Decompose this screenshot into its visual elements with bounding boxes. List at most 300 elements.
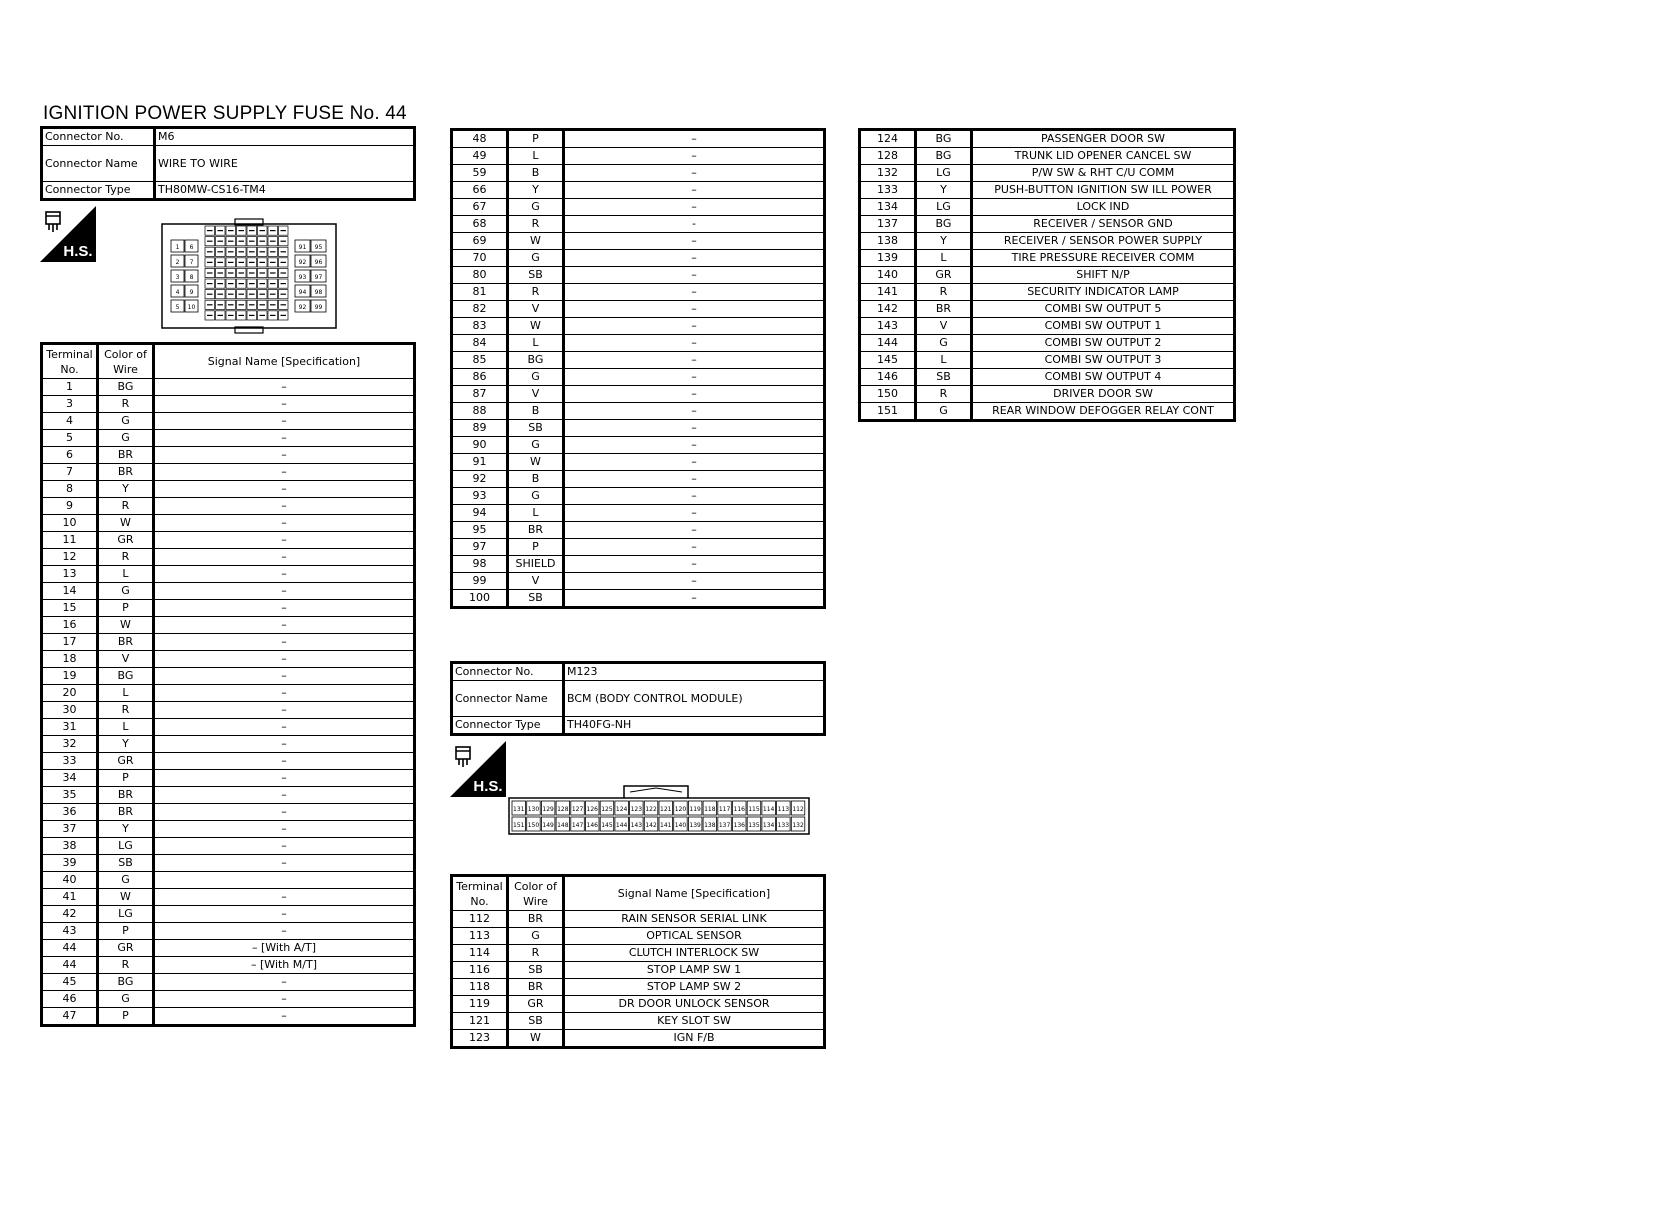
signal-name-cell: P/W SW & RHT C/U COMM [972, 165, 1235, 182]
signal-name-cell: – [154, 923, 415, 940]
table-row [452, 267, 825, 284]
signal-name-cell: PUSH-BUTTON IGNITION SW ILL POWER [972, 182, 1235, 199]
pin-number: 95 [314, 244, 323, 251]
signal-name-cell: – [564, 148, 825, 165]
wire-color-cell: P [98, 923, 154, 940]
pin-number: 5 [175, 304, 180, 311]
pin-number: 132 [792, 822, 804, 829]
connector-name-value: BCM (BODY CONTROL MODULE) [564, 681, 825, 717]
pin-number: 134 [762, 822, 775, 829]
signal-name-cell: – [154, 447, 415, 464]
connector-name-value: WIRE TO WIRE [155, 146, 415, 182]
wire-color-cell: SB [508, 590, 564, 608]
signal-name-cell: – [564, 182, 825, 199]
signal-name-cell: – [154, 838, 415, 855]
table-row [42, 702, 415, 719]
table-row [452, 928, 825, 945]
terminal-no-cell: 4 [42, 413, 98, 430]
table-row [42, 736, 415, 753]
signal-name-cell: – [154, 532, 415, 549]
pin-number: 97 [314, 274, 323, 281]
terminal-no-cell: 5 [42, 430, 98, 447]
pin-number: 98 [314, 289, 323, 296]
table-row [452, 182, 825, 199]
signal-name-cell: TIRE PRESSURE RECEIVER COMM [972, 250, 1235, 267]
terminal-no-cell: 95 [452, 522, 508, 539]
wire-color-cell: L [98, 566, 154, 583]
table-row [860, 165, 1235, 182]
terminal-no-cell: 42 [42, 906, 98, 923]
table-row [452, 233, 825, 250]
connector-type-label: Connector Type [42, 182, 155, 200]
wire-color-cell: BG [916, 148, 972, 165]
terminal-no-cell: 19 [42, 668, 98, 685]
terminal-no-cell: 67 [452, 199, 508, 216]
terminal-no-cell: 8 [42, 481, 98, 498]
table-row [42, 821, 415, 838]
pin-number: 143 [630, 822, 643, 829]
terminal-no-header: Terminal No. [42, 344, 98, 379]
wire-color-header: Color of Wire [508, 876, 564, 911]
table-row [42, 889, 415, 906]
signal-name-cell: RECEIVER / SENSOR GND [972, 216, 1235, 233]
table-row [452, 1013, 825, 1030]
signal-name-cell: – [154, 634, 415, 651]
terminal-no-cell: 10 [42, 515, 98, 532]
table-row [860, 216, 1235, 233]
pin-number: 130 [527, 806, 540, 813]
pin-number: 117 [718, 806, 731, 813]
pin-number: 121 [660, 806, 672, 813]
table-row [452, 962, 825, 979]
pin-number: 150 [527, 822, 540, 829]
wire-color-cell: SB [508, 962, 564, 979]
table-row [42, 838, 415, 855]
table-row [42, 804, 415, 821]
wire-color-cell: R [98, 702, 154, 719]
terminal-no-cell: 119 [452, 996, 508, 1013]
table-row [452, 454, 825, 471]
table-row [860, 182, 1235, 199]
wire-color-cell: G [98, 430, 154, 447]
signal-name-cell: – [564, 403, 825, 420]
wire-color-cell: W [98, 515, 154, 532]
pin-number: 114 [762, 806, 775, 813]
signal-name-cell: – [564, 301, 825, 318]
table-row [452, 386, 825, 403]
signal-name-cell: RAIN SENSOR SERIAL LINK [564, 911, 825, 928]
connector-info-m6 [40, 126, 416, 201]
terminal-no-cell: 38 [42, 838, 98, 855]
connector-no-value: M6 [155, 128, 415, 146]
signal-name-cell: – [564, 199, 825, 216]
connector-no-label: Connector No. [452, 663, 564, 681]
hs-label: H.S. [473, 778, 503, 795]
wire-color-cell: R [916, 284, 972, 301]
pin-number: 6 [189, 244, 194, 251]
pin-number: 123 [630, 806, 643, 813]
terminal-no-cell: 87 [452, 386, 508, 403]
signal-name-cell: – [564, 267, 825, 284]
pin-number: 8 [189, 274, 194, 281]
signal-name-cell: – [154, 804, 415, 821]
table-row [42, 1008, 415, 1026]
terminal-no-cell: 85 [452, 352, 508, 369]
wire-color-cell: LG [98, 838, 154, 855]
pin-number: 144 [615, 822, 628, 829]
table-row [860, 335, 1235, 352]
pin-number: 127 [571, 806, 584, 813]
pin-number: 116 [733, 806, 745, 813]
signal-name-cell: – [With A/T] [154, 940, 415, 957]
table-row [452, 996, 825, 1013]
terminal-no-cell: 98 [452, 556, 508, 573]
table-row [452, 539, 825, 556]
connector-face-m123 [508, 782, 810, 836]
terminal-no-cell: 123 [452, 1030, 508, 1048]
connector-hand-icon [46, 212, 60, 232]
signal-name-cell: – [154, 753, 415, 770]
pin-number: 138 [704, 822, 716, 829]
terminal-no-cell: 20 [42, 685, 98, 702]
terminal-no-cell: 90 [452, 437, 508, 454]
terminal-no-cell: 138 [860, 233, 916, 250]
terminal-no-cell: 48 [452, 130, 508, 148]
wire-color-cell: V [98, 651, 154, 668]
table-row [42, 413, 415, 430]
table-row [860, 250, 1235, 267]
table-row [42, 396, 415, 413]
signal-name-cell: – [154, 481, 415, 498]
pin-number: 136 [733, 822, 745, 829]
signal-name-cell: – [154, 685, 415, 702]
pin-number: 146 [586, 822, 598, 829]
wire-color-cell: LG [98, 906, 154, 923]
wire-color-cell: P [98, 600, 154, 617]
table-row [42, 957, 415, 974]
signal-name-cell: CLUTCH INTERLOCK SW [564, 945, 825, 962]
wire-color-cell: SB [508, 1013, 564, 1030]
wire-color-cell: R [98, 498, 154, 515]
table-row [860, 369, 1235, 386]
table-row [452, 556, 825, 573]
terminal-no-cell: 145 [860, 352, 916, 369]
pin-number: 122 [645, 806, 657, 813]
table-row [452, 284, 825, 301]
signal-name-cell: STOP LAMP SW 2 [564, 979, 825, 996]
wire-color-cell: V [916, 318, 972, 335]
wire-color-cell: BR [98, 464, 154, 481]
wire-color-cell: R [916, 386, 972, 403]
terminal-no-cell: 30 [42, 702, 98, 719]
signal-name-cell: – [564, 437, 825, 454]
pin-number: 99 [314, 304, 323, 311]
terminal-table-m6-b [450, 128, 826, 609]
table-row [860, 386, 1235, 403]
signal-name-cell: – [154, 906, 415, 923]
hs-label: H.S. [63, 243, 93, 260]
pin-number: 93 [298, 274, 307, 281]
terminal-no-cell: 12 [42, 549, 98, 566]
terminal-no-cell: 11 [42, 532, 98, 549]
signal-name-cell: – [564, 284, 825, 301]
terminal-no-cell: 94 [452, 505, 508, 522]
wire-color-cell: BR [98, 804, 154, 821]
wire-color-cell: BR [916, 301, 972, 318]
wire-color-cell: GR [98, 940, 154, 957]
table-row [42, 549, 415, 566]
table-row [452, 165, 825, 182]
pin-number: 139 [689, 822, 701, 829]
connector-latch-arc [630, 788, 682, 792]
signal-name-cell: SECURITY INDICATOR LAMP [972, 284, 1235, 301]
signal-name-cell: – [564, 233, 825, 250]
table-row [42, 991, 415, 1008]
wire-color-cell: B [508, 165, 564, 182]
terminal-no-cell: 40 [42, 872, 98, 889]
pin-number: 94 [298, 289, 307, 296]
table-row [860, 318, 1235, 335]
signal-name-cell: – [154, 430, 415, 447]
signal-name-cell: – [154, 855, 415, 872]
terminal-table-m123-b [858, 128, 1236, 422]
wire-color-cell: L [508, 335, 564, 352]
wire-color-cell: R [508, 216, 564, 233]
signal-name-cell: – [564, 130, 825, 148]
signal-name-cell: – [564, 488, 825, 505]
table-row [860, 284, 1235, 301]
wire-color-cell: V [508, 573, 564, 590]
terminal-no-cell: 16 [42, 617, 98, 634]
pin-number: 125 [601, 806, 613, 813]
harness-side-badge [450, 741, 506, 797]
terminal-no-cell: 44 [42, 957, 98, 974]
table-row [452, 420, 825, 437]
terminal-no-cell: 133 [860, 182, 916, 199]
terminal-no-cell: 6 [42, 447, 98, 464]
terminal-no-cell: 37 [42, 821, 98, 838]
signal-name-cell: – [564, 454, 825, 471]
pin-number: 9 [189, 289, 194, 296]
table-row [452, 573, 825, 590]
wire-color-cell: W [508, 318, 564, 335]
signal-name-cell: – [564, 386, 825, 403]
terminal-no-cell: 84 [452, 335, 508, 352]
terminal-no-cell: 9 [42, 498, 98, 515]
table-row [452, 369, 825, 386]
table-row [860, 199, 1235, 216]
signal-name-cell: – [154, 566, 415, 583]
table-row [42, 447, 415, 464]
pin-number: 118 [704, 806, 716, 813]
pin-number: 141 [660, 822, 672, 829]
wire-color-cell: BR [508, 522, 564, 539]
signal-name-cell: – [154, 600, 415, 617]
table-row [42, 498, 415, 515]
table-row [42, 770, 415, 787]
wire-color-cell: L [508, 148, 564, 165]
table-row [452, 911, 825, 928]
terminal-no-cell: 3 [42, 396, 98, 413]
terminal-no-cell: 68 [452, 216, 508, 233]
wire-color-cell: W [508, 233, 564, 250]
terminal-no-cell: 116 [452, 962, 508, 979]
signal-name-cell: – [564, 590, 825, 608]
wire-color-cell: G [98, 872, 154, 889]
table-row [42, 532, 415, 549]
wire-color-cell: W [508, 1030, 564, 1048]
connector-hand-icon [456, 747, 470, 767]
table-row [452, 250, 825, 267]
table-row [42, 906, 415, 923]
wire-color-cell: Y [98, 736, 154, 753]
terminal-no-cell: 80 [452, 267, 508, 284]
terminal-no-cell: 121 [452, 1013, 508, 1030]
pin-number: 147 [571, 822, 584, 829]
wire-color-cell: R [98, 957, 154, 974]
terminal-no-cell: 34 [42, 770, 98, 787]
terminal-no-header: Terminal No. [452, 876, 508, 911]
terminal-no-cell: 7 [42, 464, 98, 481]
wire-color-cell: B [508, 471, 564, 488]
signal-name-cell: – [564, 573, 825, 590]
pin-number: 2 [175, 259, 180, 266]
wire-color-cell: Y [98, 821, 154, 838]
table-row [860, 130, 1235, 148]
pin-number: 113 [777, 806, 790, 813]
wire-color-cell: BG [98, 668, 154, 685]
pin-number: 145 [601, 822, 613, 829]
signal-name-cell: – [154, 787, 415, 804]
terminal-no-cell: 124 [860, 130, 916, 148]
wire-color-cell: SB [508, 267, 564, 284]
wire-color-cell: R [98, 549, 154, 566]
table-row [452, 1030, 825, 1048]
terminal-no-cell: 41 [42, 889, 98, 906]
table-row [42, 430, 415, 447]
wire-color-cell: P [98, 770, 154, 787]
terminal-no-cell: 43 [42, 923, 98, 940]
signal-name-cell: – [154, 651, 415, 668]
wire-color-cell: SB [508, 420, 564, 437]
wire-color-cell: BR [508, 911, 564, 928]
terminal-no-cell: 132 [860, 165, 916, 182]
pin-number: 124 [615, 806, 628, 813]
terminal-no-cell: 86 [452, 369, 508, 386]
signal-name-cell: PASSENGER DOOR SW [972, 130, 1235, 148]
wire-color-cell: L [98, 719, 154, 736]
pin-number: 126 [586, 806, 598, 813]
signal-name-cell: – [564, 505, 825, 522]
pin-number: 7 [189, 259, 194, 266]
wire-color-cell: L [916, 250, 972, 267]
wire-color-cell: L [98, 685, 154, 702]
terminal-no-cell: 14 [42, 583, 98, 600]
wire-color-cell: GR [916, 267, 972, 284]
wire-color-cell: G [98, 583, 154, 600]
signal-name-cell: – [564, 556, 825, 573]
wire-color-cell: G [98, 991, 154, 1008]
terminal-no-cell: 1 [42, 379, 98, 396]
wire-color-cell: BG [98, 379, 154, 396]
table-row [42, 974, 415, 991]
terminal-no-cell: 18 [42, 651, 98, 668]
table-row [42, 685, 415, 702]
terminal-no-cell: 17 [42, 634, 98, 651]
signal-name-cell: – [With M/T] [154, 957, 415, 974]
terminal-no-cell: 99 [452, 573, 508, 590]
table-row [42, 634, 415, 651]
signal-name-cell: – [154, 719, 415, 736]
table-row [452, 505, 825, 522]
terminal-no-cell: 142 [860, 301, 916, 318]
table-row [42, 923, 415, 940]
signal-name-cell: COMBI SW OUTPUT 5 [972, 301, 1235, 318]
harness-side-badge [40, 206, 96, 262]
wire-color-cell: SB [98, 855, 154, 872]
wire-color-cell: SHIELD [508, 556, 564, 573]
wire-color-cell: P [98, 1008, 154, 1026]
table-row [452, 216, 825, 233]
table-row [452, 130, 825, 148]
pin-number: 119 [689, 806, 701, 813]
terminal-no-cell: 146 [860, 369, 916, 386]
signal-name-cell: – [564, 250, 825, 267]
wire-color-cell: Y [916, 182, 972, 199]
terminal-no-cell: 100 [452, 590, 508, 608]
terminal-no-cell: 140 [860, 267, 916, 284]
pin-number: 10 [187, 304, 196, 311]
pin-number: 120 [674, 806, 687, 813]
terminal-no-cell: 91 [452, 454, 508, 471]
wire-color-cell: W [98, 889, 154, 906]
signal-name-header: Signal Name [Specification] [564, 876, 825, 911]
connector-type-value: TH40FG-NH [564, 717, 825, 735]
signal-name-cell: – [564, 318, 825, 335]
table-row [42, 617, 415, 634]
wire-color-cell: G [508, 488, 564, 505]
wire-color-cell: SB [916, 369, 972, 386]
terminal-no-cell: 44 [42, 940, 98, 957]
pin-number: 4 [175, 289, 180, 296]
signal-name-cell: – [154, 889, 415, 906]
terminal-no-cell: 151 [860, 403, 916, 421]
signal-name-cell: - [564, 216, 825, 233]
signal-name-cell: TRUNK LID OPENER CANCEL SW [972, 148, 1235, 165]
wire-color-cell: G [98, 413, 154, 430]
terminal-no-cell: 150 [860, 386, 916, 403]
pin-number: 151 [513, 822, 525, 829]
terminal-no-cell: 35 [42, 787, 98, 804]
terminal-no-cell: 134 [860, 199, 916, 216]
table-row [860, 148, 1235, 165]
wire-color-cell: W [508, 454, 564, 471]
terminal-no-cell: 81 [452, 284, 508, 301]
table-row [860, 403, 1235, 421]
pin-number: 133 [777, 822, 790, 829]
signal-name-cell: – [154, 617, 415, 634]
terminal-no-cell: 89 [452, 420, 508, 437]
wire-color-cell: G [508, 928, 564, 945]
signal-name-cell: – [154, 379, 415, 396]
wire-color-cell: BR [508, 979, 564, 996]
table-row [452, 352, 825, 369]
signal-name-cell: – [154, 583, 415, 600]
terminal-no-cell: 128 [860, 148, 916, 165]
wire-color-cell: Y [508, 182, 564, 199]
signal-name-cell: – [154, 702, 415, 719]
table-row [42, 566, 415, 583]
